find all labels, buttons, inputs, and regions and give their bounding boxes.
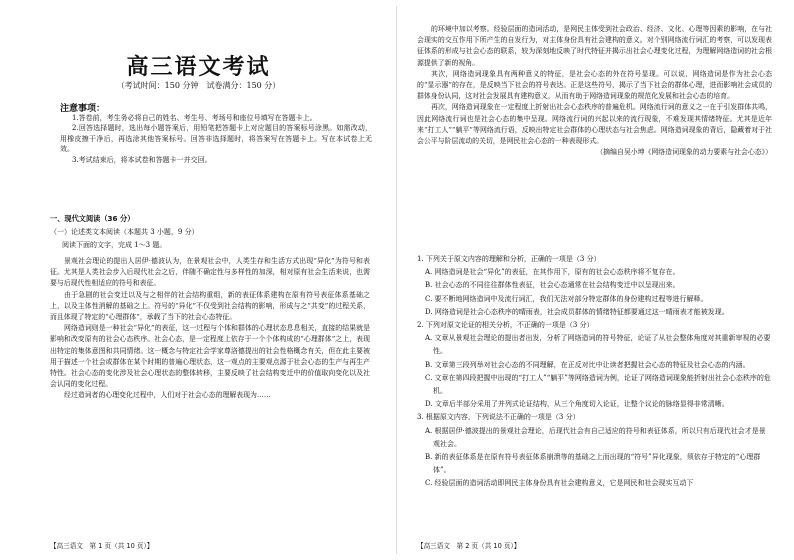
article-paragraph: 网络造词则是一种社会“异化”的表征，这一过程与个体和群体的心理状态息息相关，直接的结果就是影响和改变原有的社会心态秩序。社会心态，是一定程度上依存于一个个体构成的“心理群体”之上，表现出特定的集体意图和共同情绪。这一概念与特定社会学家尊洛德提出的社会性格概念有关，但在此主要被用于描述一个社会或群体在某个时期的普遍心理状态，这一观点的主要观点源于社会心态的生产与再生产特性。社会心态的变化涉及社会心理状态的整体转移，主要反映了社会结构变迁中的价值取向变化以及社会认同的变化过程。 — [50, 324, 370, 389]
notes-heading: 注意事项： — [60, 104, 106, 114]
exam-title: 高三语文考试 — [126, 55, 271, 80]
page-footer: 【高三语文 第 1 页（共 10 页）】 — [50, 542, 154, 550]
question-stem: 3. 根据原文内容，下列说法不正确的一项是（3 分） — [417, 413, 580, 422]
questions — [417, 253, 772, 491]
question-option: B. 社会心态的不同往往群体性表征，社会心态通常在社会结构变迁中以呈现出来。 — [425, 281, 680, 290]
question-option: C. 经验层面的造词活动即网民主体身份具有社会建构意义，它是网民和社会现实互动下 — [425, 479, 694, 488]
article-paragraph: 再次，网络造词现象在一定程度上折射出社会心态秩序的普遍危机。网络流行词的意义之一在于引发群体共鸣，因此网络流行词也是社会心态的集中呈现。网络流行词的兴起以来的流行现象，不难发现其情绪特征。尤其是近年来“打工人”“躺平”等网络流行语，反映出特定社会群体的心理状态与社会焦虑。网络造词现象的背后，隐藏着对于社会公平与阶层流动的关切，是网民社会心态的一种表现形式。 — [417, 103, 772, 146]
question-option: C. 要不断地网络造词中及流行词汇，我们无法对部分特定群体的身份建构过程等进行解释。 — [425, 294, 708, 303]
notes-list — [60, 113, 372, 165]
question-option: D. 文章后半部分采用了并列式论证结构，从三个角度切入论证，让整个议论的脉络显得非常清晰。 — [425, 400, 729, 409]
note-item: 2.回答选择题时，选出每小题答案后，用铅笔把答题卡上对应题目的答案标号涂黑。如需改动，用橡皮擦干净后，再选涂其他答案标号。回答非选择题时，将答案写在答题卡上。写在本试卷上无效。 — [60, 124, 372, 154]
question-option: A. 根据居伊·德波提出的景观社会理论，后现代社会有自己适应的符号和表征体系，所以只有后现代社会才是景观社会。 — [425, 426, 766, 448]
reading-instruction: 阅读下面的文字，完成 1～3 题。 — [62, 241, 167, 249]
question-option: C. 文章在第四段把握中出现的“打工人”“躺平”等网络造词为例，论证了网络造词现象能折射出社会心态秩序的危机。 — [425, 373, 771, 396]
article-body-2 — [417, 24, 772, 158]
exam-subtitle: （考试时间：150 分钟 试卷满分：150 分） — [116, 81, 281, 90]
article-paragraph: 由于急剧的社会变迁以及与之相伴的社会结构重组，新的表征体系建构在原有符号表征体系基础之上，以及主体性消解的基础之上。符号的“异化”不仅受到社会结构的影响，形成与之“共变”的过程关系，而且体现了特定的“心理群体”，承载了当下的社会心态特征。 — [50, 290, 370, 322]
question-option: D. 网络造词是社会心态秩序的晴雨表，社会成员群体的情绪特征都要通过这一晴雨表才能被发现。 — [425, 307, 729, 316]
article-paragraph: 景观社会理论的提出人居伊·德波认为，在景观社会中，人类生存和生活方式出现“异化”为符号和表征。尤其是人类社会步入后现代社会之后，伴随不确定性与多样性的加深，相对原有社会生活来说，也需要与后现代性相适应的符号和表征。 — [50, 257, 370, 288]
article-paragraph: 经过造词者的心理变化过程中，人们对于社会心态的理解表现为…… — [64, 391, 271, 400]
question-option: B. 文章第三段列举对社会心态的不同理解，在正反对比中让读者把握社会心态的特征及社会心态的内涵。 — [425, 360, 750, 369]
article-body-1 — [50, 256, 370, 402]
article-paragraph: 其次，网络造词现象具有两种意义的特征，是社会心态的外在符号显现。可以说，网络造词是作为社会心态的“显示器”的存在，是反映当下社会的符号表达。正是这些符号，揭示了当下社会的群体心理，进而影响社会成员的群体身份认同，这对社会发展具有建构意义，从而有助于网络造词现象的规范化发展和社会心态的培育。 — [417, 69, 772, 101]
question-stem: 1. 下列关于原文内容的理解和分析，正确的一项是（3 分） — [417, 255, 601, 263]
question-stem: 2. 下列对原文论证的相关分析，不正确的一项是（3 分） — [417, 321, 594, 330]
page-footer: 【高三语文 第 2 页（共 10 页）】 — [417, 542, 521, 550]
subsection-heading: （一）论述类文本阅读（本题共 3 小题，9 分） — [50, 228, 199, 236]
page-2 — [397, 0, 794, 560]
note-item: 3.考试结束后，将本试卷和答题卡一并交回。 — [72, 155, 212, 164]
question-option: A. 网络造词是社会“异化”的表征，在其作用下，原有的社会心态秩序将不复存在。 — [425, 268, 680, 277]
question-option: B. 新的表征体系是在原有符号表征体系崩溃等的基础之上而出现的“符号”异化现象，须依存于特定的“心理群体”。 — [425, 453, 761, 475]
note-item: 1.答卷前，考生务必将自己的姓名、考生号、考场号和座位号填写在答题卡上。 — [72, 114, 317, 122]
section-heading: 一、现代文阅读（36 分） — [50, 214, 135, 223]
article-source: （摘编自吴小坤《网络造词现象的动力要素与社会心态》） — [596, 148, 772, 157]
question-option: A. 文章从景观社会理论的提出者出发，分析了网络造词的符号特征，论证了从社会整体角度对其重新审视的必要性。 — [425, 334, 771, 356]
article-paragraph: 的环境中加以考察。经验层面的造词活动，是网民主体受到社会政治、经济、文化、心理等因素的影响，在与社会现实的交互作用下所产生的自发行为，对主体身份具有社会建构的意义。对个别网络流行词汇的考察，可以发现表征体系的形成与社会心态的联系，较为深刻地反映了时代特征并揭示出社会心理变化过程，为理解网络造词的社会根源提供了新的视角。 — [417, 25, 772, 67]
